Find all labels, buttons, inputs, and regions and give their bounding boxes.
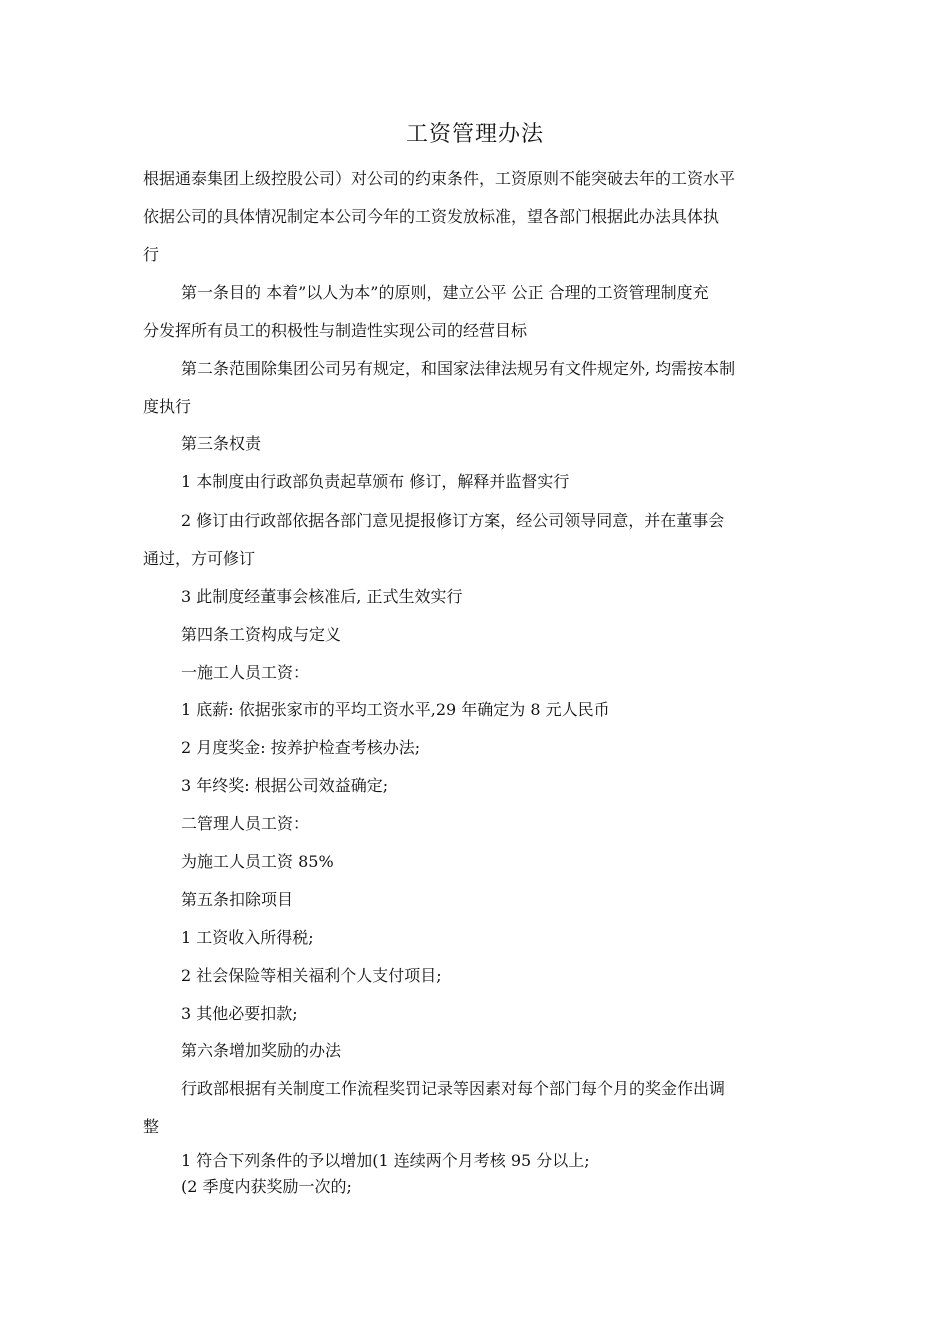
article6-heading: 第六条增加奖励的办法	[181, 1041, 342, 1060]
article4-heading: 第四条工资构成与定义	[181, 625, 342, 644]
article2-paragraph	[143, 350, 810, 426]
article6-line-2: 整	[143, 1117, 160, 1136]
construction-item-2: 2 月度奖金: 按养护检查考核办法;	[181, 738, 421, 757]
construction-item-1: 1 底薪: 依据张家市的平均工资水平,29 年确定为 8 元人民币	[181, 700, 610, 719]
article5-item-2: 2 社会保险等相关福利个人支付项目;	[181, 966, 442, 985]
intro-line-1: 根据通泰集团上级控股公司）对公司的约束条件，工资原则不能突破去年的工资水平	[143, 169, 736, 188]
article3-item-2	[143, 502, 810, 578]
article3-item-2-line-2: 通过，方可修订	[143, 549, 256, 568]
article6-item-1: 1 符合下列条件的予以增加(1 连续两个月考核 95 分以上;	[181, 1151, 590, 1170]
article5-item-1: 1 工资收入所得税;	[181, 928, 314, 947]
management-heading: 二管理人员工资：	[181, 814, 310, 833]
article6-line-1: 行政部根据有关制度工作流程奖罚记录等因素对每个部门每个月的奖金作出调	[181, 1079, 726, 1098]
article6-item-2: (2 季度内获奖励一次的;	[181, 1177, 352, 1196]
article1-line-1: 第一条目的 本着”以人为本”的原则，建立公平 公正 合理的工资管理制度充	[181, 283, 709, 302]
article5-heading: 第五条扣除项目	[181, 890, 294, 909]
article3-item-2-line-1: 2 修订由行政部依据各部门意见提报修订方案，经公司领导同意，并在董事会	[181, 511, 725, 530]
article2-line-2: 度执行	[143, 397, 192, 416]
construction-item-3: 3 年终奖: 根据公司效益确定;	[181, 776, 389, 795]
article1-line-2: 分发挥所有员工的积极性与制造性实现公司的经营目标	[143, 321, 528, 340]
intro-line-2: 依据公司的具体情况制定本公司今年的工资发放标准，望各部门根据此办法具体执	[143, 207, 720, 226]
construction-heading: 一施工人员工资：	[181, 663, 310, 682]
article6-conditions	[143, 1148, 810, 1200]
intro-paragraph	[143, 160, 810, 274]
article2-line-1: 第二条范围除集团公司另有规定，和国家法律法规另有文件规定外, 均需按本制	[181, 359, 736, 378]
article3-item-1: 1 本制度由行政部负责起草颁布 修订，解释并监督实行	[181, 472, 570, 491]
management-item: 为施工人员工资 85%	[181, 852, 334, 871]
article6-paragraph	[143, 1070, 810, 1146]
article3-heading: 第三条权责	[181, 434, 262, 453]
intro-line-3: 行	[143, 245, 160, 264]
article1-paragraph	[143, 274, 810, 350]
document-title: 工资管理办法	[405, 122, 544, 147]
article3-item-3: 3 此制度经董事会核准后, 正式生效实行	[181, 587, 463, 606]
article5-item-3: 3 其他必要扣款;	[181, 1004, 298, 1023]
